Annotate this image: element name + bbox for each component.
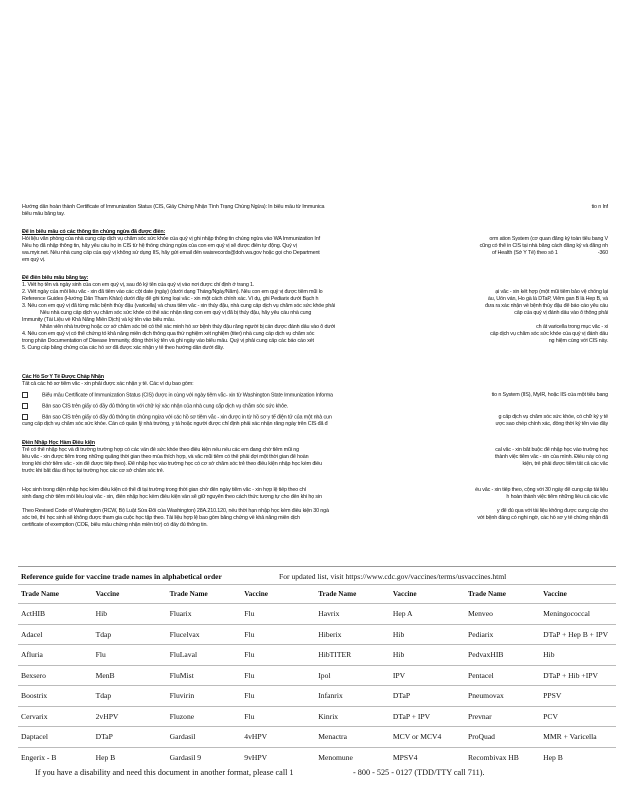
trade-name-cell: FluMist bbox=[167, 665, 242, 686]
trade-name-cell: PedvaxHIB bbox=[465, 645, 540, 666]
section-2-line bbox=[22, 324, 608, 330]
vaccine-cell: Tdap bbox=[93, 686, 167, 707]
section-5-line bbox=[22, 522, 608, 528]
section-5-line bbox=[22, 515, 608, 521]
trade-name-cell: Infanrix bbox=[315, 686, 390, 707]
trade-name-cell: HibTITER bbox=[315, 645, 390, 666]
section-4-line bbox=[22, 468, 608, 474]
line-text: trước khi bắt đầu đi học tại trường học các cơ sở chăm sóc trẻ. bbox=[22, 468, 164, 474]
col-header-vaccine: Vaccine bbox=[540, 585, 616, 604]
line-text: Immunity (Tài Liệu về Khả Năng Miễn Dịch) và ký tên vào biểu mẫu. bbox=[22, 317, 175, 323]
line-text: 4. Nếu con em quý vị có thể chứng tỏ khả năng miễn dịch thông qua thử nghiệm xét nghiệm (titer) nhà cung cấp dịch vụ chăm sóc bbox=[22, 331, 315, 337]
section-1-line bbox=[22, 250, 608, 256]
table-row bbox=[18, 645, 616, 666]
line-text: Nếu họ đã nhập thông tin, hãy yêu cầu họ in CIS từ hệ thống chủng ngừa của con em quý vị sẽ được điền tự động. Quý vị bbox=[22, 243, 297, 249]
trade-name-cell: Boostrix bbox=[18, 686, 93, 707]
vaccine-cell: DTaP bbox=[93, 727, 167, 748]
section-4-line bbox=[22, 461, 608, 467]
line-text-right: -360 bbox=[597, 250, 608, 256]
reference-url-text: For updated list, visit https://www.cdc.gov/vaccines/terms/usvaccines.html bbox=[279, 572, 507, 581]
trade-name-cell: Menveo bbox=[465, 604, 540, 625]
vaccine-cell: Flu bbox=[241, 665, 315, 686]
col-header-vaccine: Vaccine bbox=[241, 585, 315, 604]
trade-name-cell: Adacel bbox=[18, 624, 93, 645]
section-4-line bbox=[22, 487, 608, 493]
line-text-right: y để đủ qua với tài liệu không được cung cấp cho bbox=[496, 508, 608, 514]
checkbox-bullet-icon bbox=[22, 414, 28, 420]
vaccine-cell: Meningococcal bbox=[540, 604, 616, 625]
line-text-right: thành việc tiêm vắc - xin của mình. Điều này có ng bbox=[495, 454, 608, 460]
section-2-line bbox=[22, 310, 608, 316]
vaccine-cell: Hib bbox=[540, 645, 616, 666]
vaccine-cell: DTaP + IPV bbox=[390, 706, 465, 727]
line-text: Học sinh trong diện nhập học kèm điều kiện có thể đi tại trường trong thời gian chờ đến ngày tiêm vắc - xin hợp lệ tiếp theo chỉ bbox=[22, 487, 306, 493]
vaccine-cell: 2vHPV bbox=[93, 706, 167, 727]
trade-name-cell: Hiberix bbox=[315, 624, 390, 645]
vaccine-cell: 4vHPV bbox=[241, 727, 315, 748]
line-text: sinh đang chờ tiêm mỗi liều loại vắc - xin, điền nhập học kèm điều kiện vẫn sẽ giữ nguyên theo cách thức tương tự cho đến khi họ sin bbox=[22, 494, 322, 500]
intro-text-right: tio n Inf bbox=[591, 204, 608, 210]
line-text-right: ầu, Uốn ván, Ho gà là DTaP, Viêm gan B là Hep B, và bbox=[487, 296, 608, 302]
line-text-right: ch ất varicella trong mục vắc - xi bbox=[536, 324, 608, 330]
line-text: trong phần Documentation of Disease Immunity, đồng thời ký tên và ghi ngày vào biểu mẫu. Quý vị phải cung cấp các báo cáo xét bbox=[22, 338, 314, 344]
vaccine-cell: Flu bbox=[241, 624, 315, 645]
line-text-right: kiện, trẻ phải được tiêm tất cả các vắc bbox=[522, 461, 608, 467]
trade-name-cell: Menactra bbox=[315, 727, 390, 748]
trade-name-cell: ProQuad bbox=[465, 727, 540, 748]
table-row bbox=[18, 665, 616, 686]
trade-name-cell: Menomune bbox=[315, 747, 390, 767]
line-text-mid: of Health (Sở Y Tế) theo số 1 bbox=[492, 250, 558, 256]
vaccine-cell: Flu bbox=[93, 645, 167, 666]
section-1-line: em quý vị. bbox=[22, 257, 46, 263]
reference-title: Reference guide for vaccine trade names in alphabetical order bbox=[21, 572, 222, 581]
intro-text: Hướng dẫn hoàn thành Certificate of Immunization Status (CIS, Giấy Chứng Nhận Tình Trạng Chủng Ngừa): In biểu mẫu từ Immunica bbox=[22, 204, 325, 210]
vaccine-cell: DTaP + Hep B + IPV bbox=[540, 624, 616, 645]
vaccine-cell: Hep A bbox=[390, 604, 465, 625]
trade-name-cell: Recombivax HB bbox=[465, 747, 540, 767]
line-text: wa.myir.net. Nếu nhà cung cấp của quý vị không sử dụng IIS, hãy gửi email đến waisrecords@doh.wa.gov hoặc gọi cho Department bbox=[22, 250, 320, 256]
trade-name-cell: Afluria bbox=[18, 645, 93, 666]
trade-name-cell: Fluvirin bbox=[167, 686, 242, 707]
line-text: Reference Guides (Hướng Dẫn Tham Khảo) dưới đây để ghi từng loại vắc - xin một cách chính xác. Ví dụ, ghi Pediarix dưới Bạch h bbox=[22, 296, 319, 302]
line-text: sóc trẻ, thì học sinh sẽ không được tham gia cuộc học tập theo. Tài liệu hợp lệ bao gồm bằng chứng về khả năng miễn dịch bbox=[22, 515, 300, 521]
checkbox-bullet-icon bbox=[22, 403, 28, 409]
section-4-line bbox=[22, 454, 608, 460]
trade-name-cell: Daptacel bbox=[18, 727, 93, 748]
line-text: 2. Viết ngày của mỗi liều vắc - xin đã tiêm vào các cột date (ngày) (dưới dạng Tháng/Ngày/Năm). Nếu con em quý vị được tiêm mũi lo bbox=[22, 289, 323, 295]
footer-phone: - 800 - 525 - 0127 (TDD/TTY call 711). bbox=[353, 768, 485, 777]
table-row bbox=[18, 747, 616, 767]
line-text-right: đưa ra xác nhận về bệnh thủy đậu để báo cáo yêu cầu bbox=[484, 303, 608, 309]
line-text: Bản sao CIS trên giấy có đầy đủ thông tin với chữ ký xác nhận của nhà cung cấp dịch vụ chăm sóc sức khỏe. bbox=[42, 403, 289, 410]
section-3-sub: Tất cả các hồ sơ tiêm vắc - xin phải được xác nhận y tế. Các ví dụ bao gồm: bbox=[22, 381, 194, 387]
vaccine-cell: Flu bbox=[241, 686, 315, 707]
line-text-right: ại vắc - xin kết hợp (một mũi tiêm bảo vệ chống lại bbox=[495, 289, 608, 295]
table-header-row bbox=[18, 585, 616, 604]
line-text-right: ều vắc - xin tiếp theo, cộng với 30 ngày để cung cấp tài liệu bbox=[475, 487, 608, 493]
reference-table bbox=[18, 584, 616, 767]
col-header-trade: Trade Name bbox=[315, 585, 390, 604]
section-3-line bbox=[22, 403, 608, 410]
line-text-right: tio n System (IIS), MyIR, hoặc IIS của một tiểu bang bbox=[491, 392, 608, 398]
trade-name-cell: Gardasil 9 bbox=[167, 747, 242, 767]
vaccine-cell: Hep B bbox=[93, 747, 167, 767]
line-text: 3. Nếu con em quý vị đã từng mắc bệnh thủy đậu (varicella) và chưa tiêm vắc - xin thủy đậu, nhà cung cấp dịch vụ chăm sóc sức khỏe phải bbox=[22, 303, 335, 309]
section-2-line bbox=[22, 317, 608, 323]
table-row bbox=[18, 727, 616, 748]
line-text: Trẻ có thể nhập học và đi trường trường hợp có các vấn đề sức khỏe theo điều kiện nếu nếu các em đang chờ tiêm mũi ng bbox=[22, 447, 299, 453]
section-2-line bbox=[22, 282, 608, 288]
trade-name-cell: Fluarix bbox=[167, 604, 242, 625]
line-text-right: với bệnh đáng có nghi ngờ, các hồ sơ y tế chứng nhận đã bbox=[477, 515, 608, 521]
footer-text: If you have a disability and need this document in another format, please call 1 bbox=[35, 768, 294, 777]
trade-name-cell: FluLaval bbox=[167, 645, 242, 666]
trade-name-cell: Cervarix bbox=[18, 706, 93, 727]
line-text: 1. Viết họ tên và ngày sinh của con em quý vị, sau đó ký tên của quý vị vào nơi được chỉ định ở trang 1. bbox=[22, 282, 255, 288]
checkbox-bullet-icon bbox=[22, 392, 28, 398]
vaccine-cell: Hib bbox=[93, 604, 167, 625]
line-text-right: ng hiệm cùng với CIS này. bbox=[548, 338, 608, 344]
section-2-line bbox=[22, 296, 608, 302]
vaccine-cell: MenB bbox=[93, 665, 167, 686]
vaccine-cell: Hep B bbox=[540, 747, 616, 767]
line-text-right: orm ation System (cơ quan đăng ký toàn tiểu bang V bbox=[489, 236, 608, 242]
vaccine-cell: Flu bbox=[241, 706, 315, 727]
vaccine-cell: Flu bbox=[241, 645, 315, 666]
section-3-line bbox=[22, 421, 608, 427]
trade-name-cell: Gardasil bbox=[167, 727, 242, 748]
section-2-line bbox=[22, 331, 608, 337]
section-3-line bbox=[22, 392, 608, 399]
col-header-trade: Trade Name bbox=[167, 585, 242, 604]
trade-name-cell: Kinrix bbox=[315, 706, 390, 727]
section-2-line bbox=[22, 345, 608, 351]
section-2-line bbox=[22, 338, 608, 344]
col-header-trade: Trade Name bbox=[465, 585, 540, 604]
vaccine-cell: Tdap bbox=[93, 624, 167, 645]
line-text: liều vắc - xin được tiêm trong những quãng thời gian theo mùa thích hợp, và vắc mũi tiêm có thể phải đợi một thời gian để hoàn bbox=[22, 454, 309, 460]
line-text: trong khi chờ tiêm vắc - xin để được tiếp theo). Để nhập học vào trường học có cơ sở chăm sóc trẻ theo điều kiện nhập học kèm điều bbox=[22, 461, 322, 467]
vaccine-cell: MPSV4 bbox=[390, 747, 465, 767]
col-header-vaccine: Vaccine bbox=[390, 585, 465, 604]
table-row bbox=[18, 686, 616, 707]
section-2-line bbox=[22, 303, 608, 309]
intro-line-2: biểu mẫu bằng tay. bbox=[22, 211, 65, 217]
line-text: 5. Cung cấp bằng chứng của các hồ sơ đã được xác nhận y tế theo hướng dẫn dưới đây. bbox=[22, 345, 224, 351]
trade-name-cell: Ipol bbox=[315, 665, 390, 686]
vaccine-cell: DTaP bbox=[390, 686, 465, 707]
line-text: certificate of exemption (COE, biểu mẫu chứng nhận miễn trừ) có đầy đủ thông tin. bbox=[22, 522, 208, 528]
trade-name-cell: Flucelvax bbox=[167, 624, 242, 645]
line-text-right: g cấp dịch vụ chăm sóc sức khỏe, có chữ ký y tế bbox=[498, 414, 608, 420]
trade-name-cell: Pneumovax bbox=[465, 686, 540, 707]
line-text: Biểu mẫu Certificate of Immunization Status (CIS) được in cùng với ngày tiêm vắc- xin từ Washington State Immunization Informa bbox=[42, 392, 333, 399]
line-text-right: ược sao chép chính xác, đồng thời ký tên vào đây bbox=[495, 421, 608, 427]
trade-name-cell: Havrix bbox=[315, 604, 390, 625]
line-text-right: h hoàn thành việc tiêm những liều cả các vắc bbox=[506, 494, 608, 500]
vaccine-cell: MCV or MCV4 bbox=[390, 727, 465, 748]
line-text: Bản sao CIS trên giấy có đầy đủ thông tin chủng ngừa với các hồ sơ tiêm vắc - xin được in từ hồ sơ y tế điện tử của một nhà cun bbox=[42, 414, 332, 421]
line-text-right: cấp của quý vị đánh dấu vào ô thông phải bbox=[514, 310, 608, 316]
vaccine-cell: DTaP + Hib +IPV bbox=[540, 665, 616, 686]
trade-name-cell: Pediarix bbox=[465, 624, 540, 645]
table-row bbox=[18, 706, 616, 727]
vaccine-cell: Flu bbox=[241, 604, 315, 625]
col-header-trade: Trade Name bbox=[18, 585, 93, 604]
vaccine-cell: 9vHPV bbox=[241, 747, 315, 767]
section-1-heading: Để in biểu mẫu có các thông tin chủng ngừa đã được điền: bbox=[22, 229, 166, 235]
line-text: Nếu nhà cung cấp dịch vụ chăm sóc sức khỏe có thể xác nhận rằng con em quý vị đã bị thủy đậu, hãy yêu cầu nhà cung bbox=[40, 310, 312, 316]
col-header-vaccine: Vaccine bbox=[93, 585, 167, 604]
section-3-line bbox=[22, 414, 608, 421]
section-1-line bbox=[22, 236, 608, 242]
vaccine-cell: PCV bbox=[540, 706, 616, 727]
vaccine-cell: Hib bbox=[390, 624, 465, 645]
table-row bbox=[18, 624, 616, 645]
line-text: Nhân viên nhà trường hoặc cơ sở chăm sóc trẻ có thể xác minh hồ sơ bệnh thủy đậu rằng người bị cần được đánh dấu vào ô dưới bbox=[40, 324, 336, 330]
section-5-line bbox=[22, 508, 608, 514]
line-text-right: cấp dịch vụ chăm sóc sức khỏe của quý vị đánh dấu bbox=[490, 331, 608, 337]
section-2-line bbox=[22, 289, 608, 295]
vaccine-cell: MMR + Varicella bbox=[540, 727, 616, 748]
vaccine-cell: Hib bbox=[390, 645, 465, 666]
table-row bbox=[18, 604, 616, 625]
line-text: cung cấp dịch vụ chăm sóc sức khỏe. Cần có quản lý nhà trường, y tá hoặc người được chỉ định phải xác nhận rằng ngày trên CIS đã đ bbox=[22, 421, 328, 427]
line-text: Hỏi liệu văn phòng của nhà cung cấp dịch vụ chăm sóc sức khỏe của quý vị ghi nhập thông tin chủng ngừa vào WA Immunization Inf bbox=[22, 236, 320, 242]
section-3-heading: Các Hồ Sơ Y Tế Được Chấp Nhận bbox=[22, 374, 104, 380]
trade-name-cell: Bexsero bbox=[18, 665, 93, 686]
line-text-right: cũng có thể in CIS tại nhà bằng cách đăng ký và đăng nh bbox=[479, 243, 608, 249]
trade-name-cell: Pentacel bbox=[465, 665, 540, 686]
vaccine-cell: PPSV bbox=[540, 686, 616, 707]
trade-name-cell: ActHIB bbox=[18, 604, 93, 625]
section-4-line bbox=[22, 494, 608, 500]
section-4-line bbox=[22, 447, 608, 453]
line-text: Theo Revised Code of Washington (RCW, Bộ Luật Sửa Đổi của Washington) 28A.210.120, nếu thời hạn nhập học kèm điều kiện 30 ngà bbox=[22, 508, 329, 514]
vaccine-cell: IPV bbox=[390, 665, 465, 686]
trade-name-cell: Prevnar bbox=[465, 706, 540, 727]
section-4-heading: Điền Nhập Học Hàm Điều kiện bbox=[22, 440, 95, 446]
section-1-line bbox=[22, 243, 608, 249]
intro-line-1 bbox=[22, 204, 608, 210]
line-text-right: cal vắc - xin bắt buộc để nhập học vào trường học bbox=[495, 447, 608, 453]
trade-name-cell: Engerix - B bbox=[18, 747, 93, 767]
trade-name-cell: Fluzone bbox=[167, 706, 242, 727]
section-2-heading: Để điền biểu mẫu bằng tay: bbox=[22, 275, 89, 281]
